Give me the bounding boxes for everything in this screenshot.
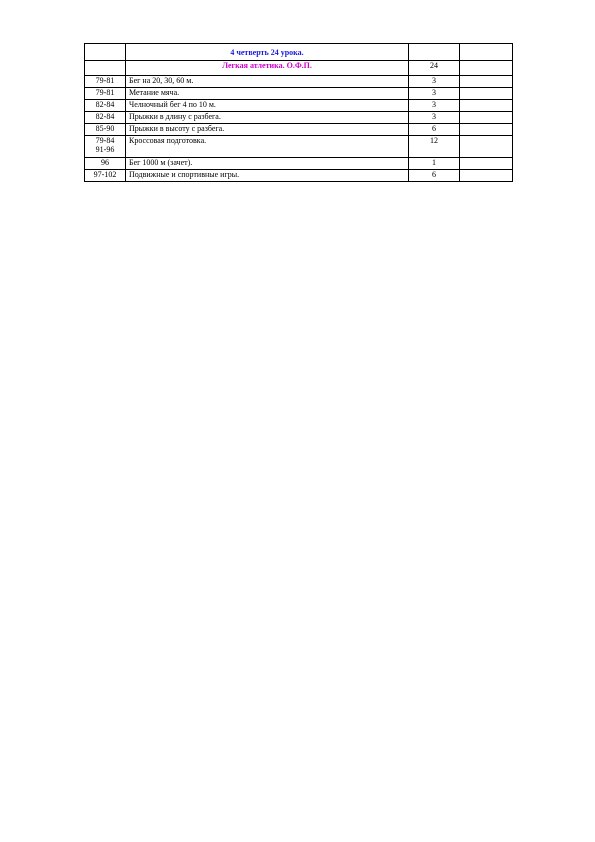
lesson-topic: Бег на 20, 30, 60 м. xyxy=(126,76,409,88)
lesson-topic: Метание мяча. xyxy=(126,88,409,100)
table-row xyxy=(85,124,513,136)
lesson-topic: Челночный бег 4 по 10 м. xyxy=(126,100,409,112)
quarter-title: 4 четверть 24 урока. xyxy=(126,44,409,61)
empty-cell xyxy=(460,88,513,100)
table-row xyxy=(85,100,513,112)
lesson-hours: 3 xyxy=(409,112,460,124)
table-row xyxy=(85,158,513,170)
empty-cell xyxy=(460,76,513,88)
lesson-number-secondary: 91-96 xyxy=(95,145,115,154)
lesson-topic: Прыжки в длину с разбега. xyxy=(126,112,409,124)
empty-cell xyxy=(460,170,513,182)
lesson-number: 85-90 xyxy=(85,124,126,136)
lesson-number: 79-81 xyxy=(85,76,126,88)
lesson-number: 82-84 xyxy=(85,112,126,124)
lesson-hours: 3 xyxy=(409,76,460,88)
lesson-number: 79-81 xyxy=(85,88,126,100)
lesson-hours: 6 xyxy=(409,124,460,136)
empty-cell xyxy=(409,44,460,61)
lesson-number-pair xyxy=(85,136,126,158)
table-row xyxy=(85,136,513,158)
table-row xyxy=(85,170,513,182)
lesson-hours: 3 xyxy=(409,88,460,100)
section-hours: 24 xyxy=(409,61,460,76)
lesson-plan-table xyxy=(84,43,513,182)
lesson-hours: 3 xyxy=(409,100,460,112)
lesson-topic: Подвижные и спортивные игры. xyxy=(126,170,409,182)
empty-cell xyxy=(85,44,126,61)
table-row xyxy=(85,76,513,88)
empty-cell xyxy=(85,61,126,76)
empty-cell xyxy=(460,124,513,136)
lesson-number: 97-102 xyxy=(85,170,126,182)
section-header-row xyxy=(85,61,513,76)
empty-cell xyxy=(460,100,513,112)
lesson-number: 82-84 xyxy=(85,100,126,112)
lesson-topic: Бег 1000 м (зачет). xyxy=(126,158,409,170)
empty-cell xyxy=(460,136,513,158)
empty-cell xyxy=(460,158,513,170)
quarter-header-row xyxy=(85,44,513,61)
lesson-hours: 6 xyxy=(409,170,460,182)
lesson-hours: 12 xyxy=(409,136,460,158)
lesson-number: 79-84 xyxy=(95,136,115,145)
lesson-topic: Кроссовая подготовка. xyxy=(126,136,409,158)
section-title: Легкая атлетика. О.Ф.П. xyxy=(126,61,409,76)
table-row xyxy=(85,88,513,100)
lesson-hours: 1 xyxy=(409,158,460,170)
lesson-number: 96 xyxy=(85,158,126,170)
lesson-topic: Прыжки в высоту с разбега. xyxy=(126,124,409,136)
empty-cell xyxy=(460,44,513,61)
empty-cell xyxy=(460,61,513,76)
table-row xyxy=(85,112,513,124)
empty-cell xyxy=(460,112,513,124)
